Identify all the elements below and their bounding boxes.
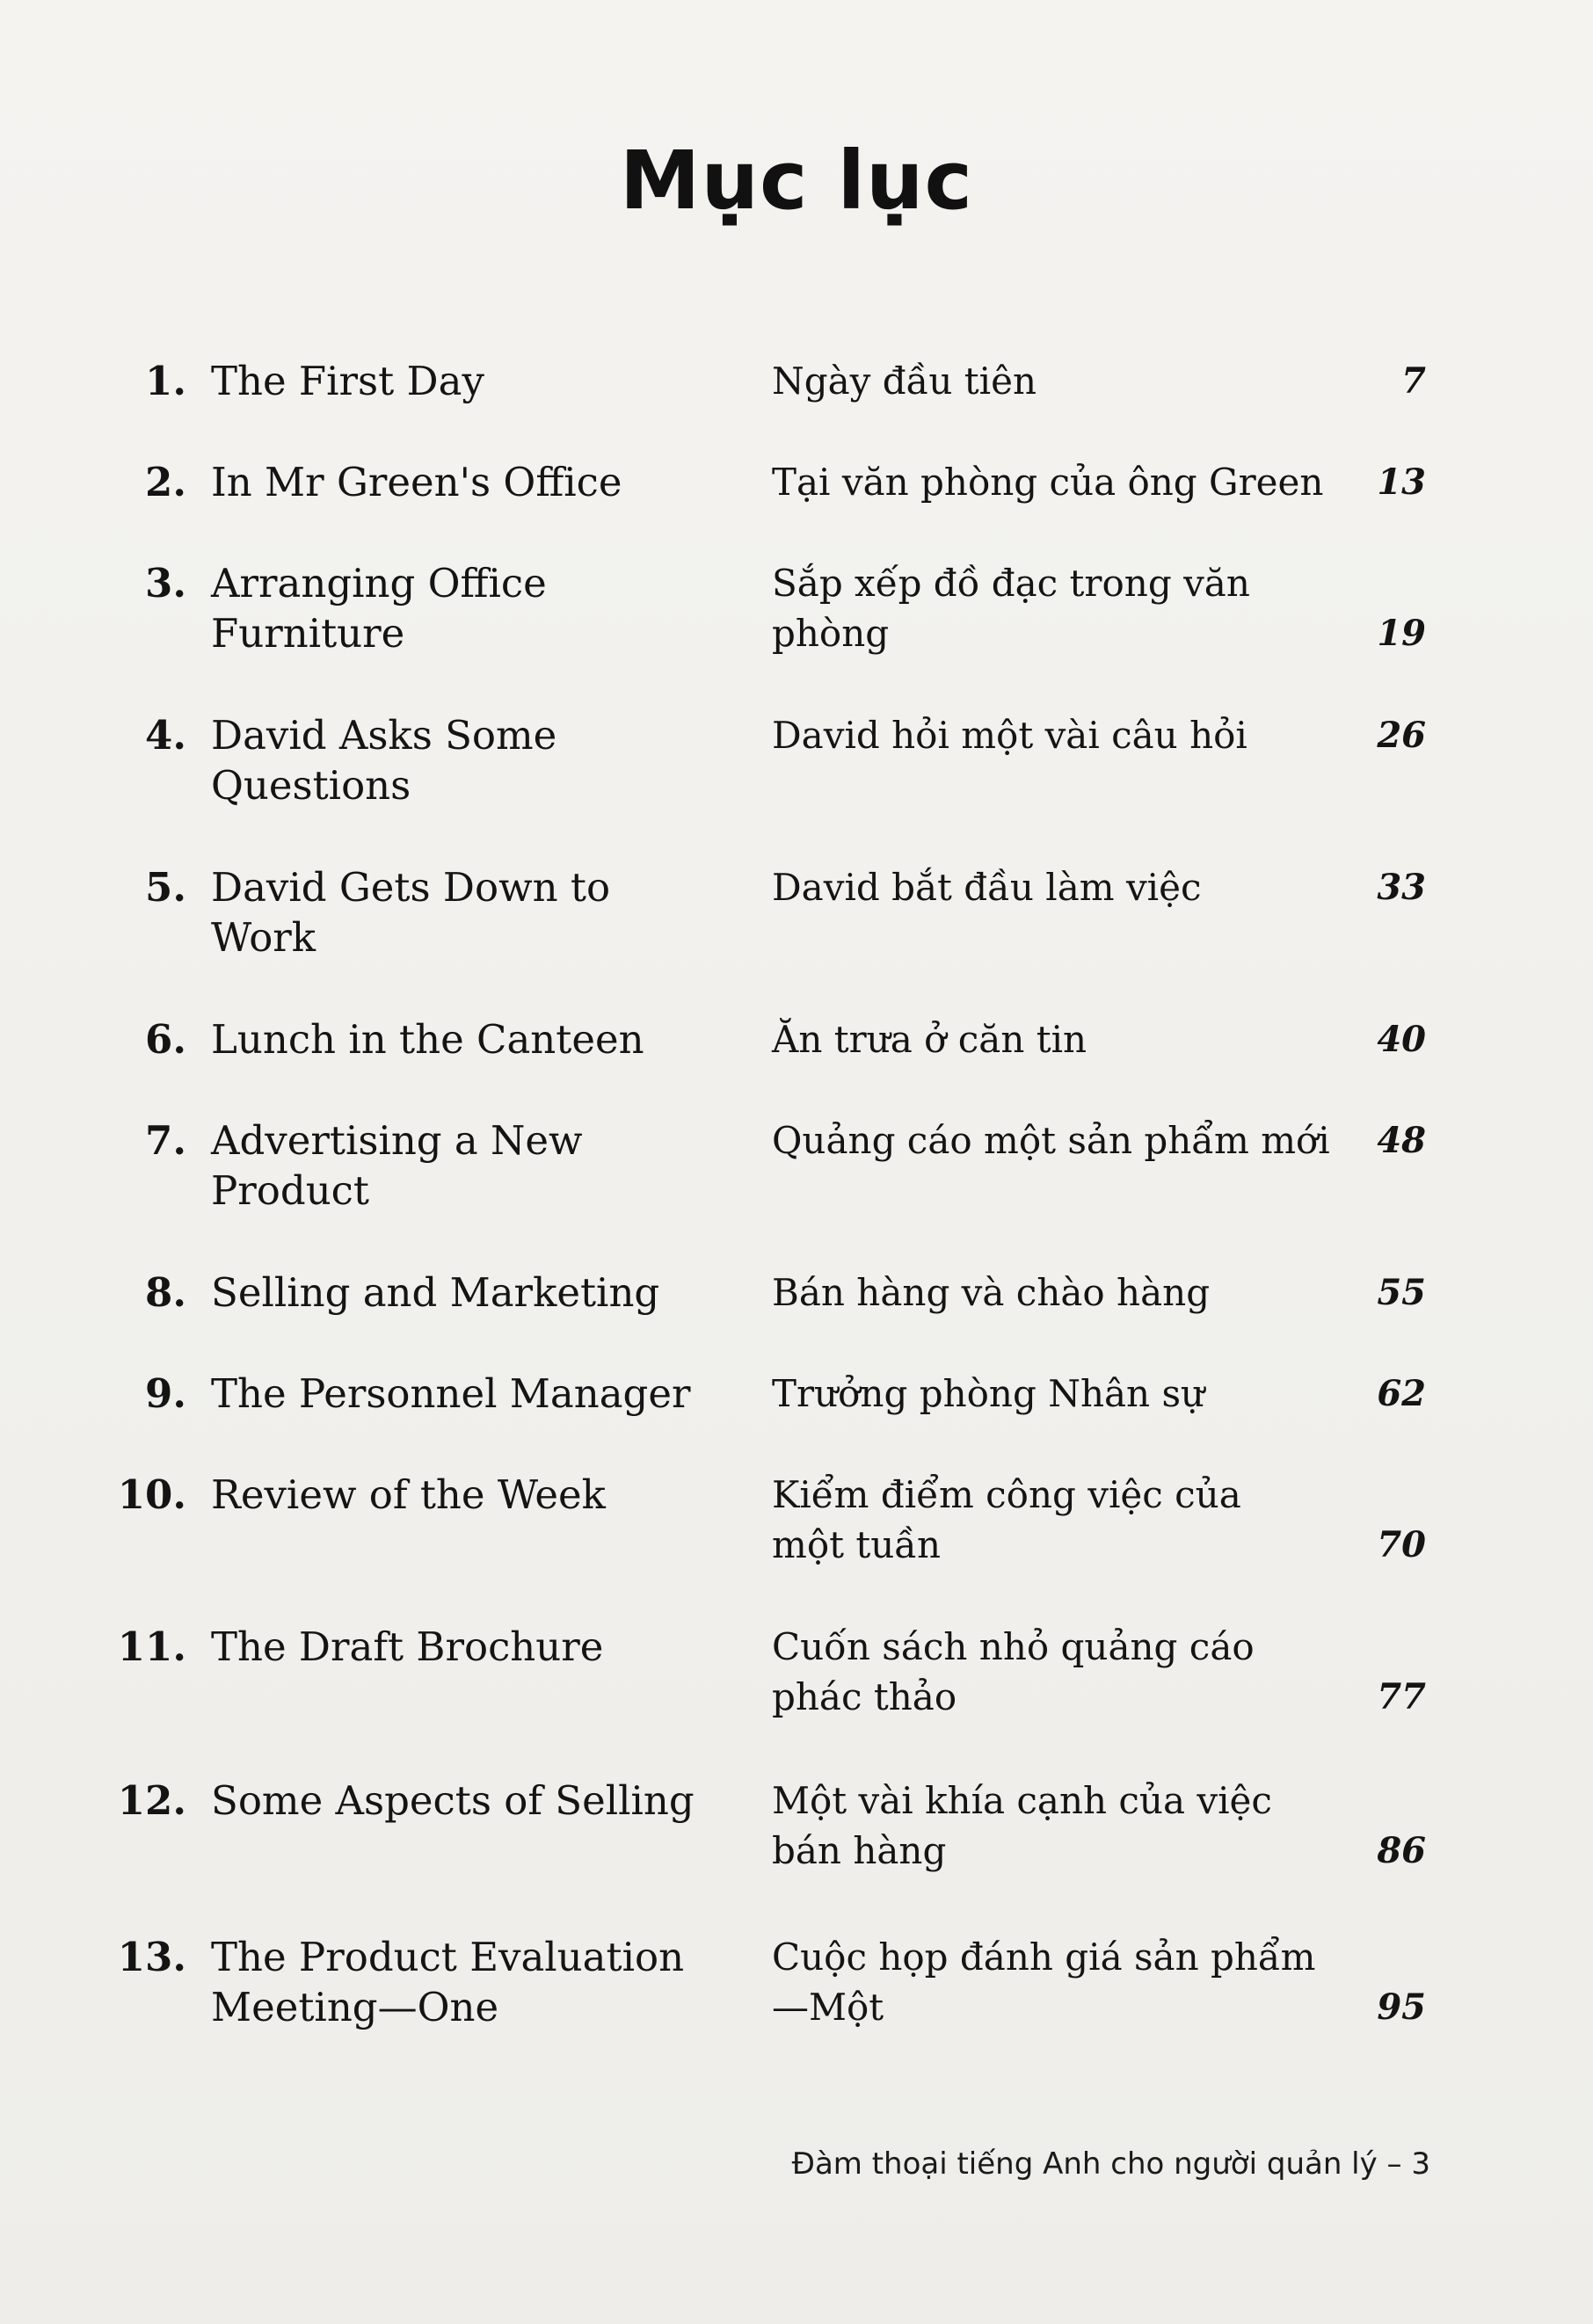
entry-number: 13. [117, 1934, 186, 1980]
entry-title-vn: David hỏi một vài câu hỏi [772, 714, 1247, 757]
entry-title-vn: Ăn trưa ở căn tin [772, 1018, 1087, 1061]
entry-title-vn: Tại văn phòng của ông Green [772, 461, 1324, 504]
entry-page-number: 13 [1377, 461, 1426, 503]
entry-number: 6. [145, 1016, 186, 1063]
entry-title-vn: Một vài khía cạnh của việc bán hàng [772, 1779, 1272, 1872]
entry-title-en: The Product Evaluation Meeting—One [211, 1934, 685, 2030]
entry-title-en: The Personnel Manager [211, 1370, 691, 1417]
entry-title-en: David Asks Some Questions [211, 712, 557, 809]
entry-title-vn: Cuốn sách nhỏ quảng cáo phác thảo [772, 1625, 1255, 1718]
entry-title-vn: Kiểm điểm công việc của một tuần [772, 1473, 1241, 1566]
entry-title-vn: Trưởng phòng Nhân sự [772, 1372, 1205, 1415]
entry-page-number: 7 [1401, 360, 1426, 402]
entry-title-vn: Quảng cáo một sản phẩm mới [772, 1119, 1330, 1162]
entry-page-number: 77 [1377, 1676, 1426, 1718]
entry-title-vn: Ngày đầu tiên [772, 359, 1037, 403]
entry-title-vn: David bắt đầu làm việc [772, 866, 1202, 909]
entry-title-en: Selling and Marketing [211, 1269, 660, 1316]
entry-number: 5. [145, 864, 186, 911]
entry-title-en: In Mr Green's Office [211, 459, 622, 505]
entry-title-en: Some Aspects of Selling [211, 1777, 695, 1824]
entry-page-number: 48 [1377, 1120, 1426, 1161]
entry-page-number: 86 [1377, 1830, 1426, 1871]
entry-number: 2. [145, 459, 186, 505]
entry-page-number: 26 [1377, 715, 1426, 756]
entry-page-number: 33 [1377, 867, 1426, 908]
entry-title-en: Advertising a New Product [211, 1117, 583, 1214]
entry-page-number: 19 [1377, 613, 1426, 654]
entry-title-vn: Bán hàng và chào hàng [772, 1271, 1211, 1314]
entry-number: 9. [145, 1370, 186, 1417]
entry-title-en: The Draft Brochure [211, 1623, 604, 1670]
entry-title-en: Arranging Office Furniture [211, 560, 547, 657]
entry-title-en: Lunch in the Canteen [211, 1016, 644, 1063]
entry-page-number: 95 [1377, 1986, 1426, 2028]
entry-number: 7. [145, 1117, 186, 1164]
entry-number: 3. [145, 560, 186, 606]
entry-number: 4. [145, 712, 186, 759]
entry-number: 10. [117, 1471, 186, 1518]
entry-number: 12. [117, 1777, 186, 1824]
page-title: Mục lục [619, 134, 974, 228]
entry-title-en: The First Day [211, 358, 484, 404]
entry-title-vn: Sắp xếp đồ đạc trong văn phòng [772, 562, 1250, 655]
entry-page-number: 70 [1377, 1524, 1426, 1565]
entry-number: 11. [117, 1623, 186, 1670]
entry-number: 1. [145, 358, 186, 404]
entry-page-number: 55 [1377, 1272, 1426, 1313]
entry-title-vn: Cuộc họp đánh giá sản phẩm —Một [772, 1935, 1316, 2029]
entry-page-number: 62 [1377, 1373, 1426, 1414]
entry-page-number: 40 [1377, 1019, 1426, 1060]
entry-title-en: David Gets Down to Work [211, 864, 611, 961]
running-footer: Đàm thoại tiếng Anh cho người quản lý – 3 [791, 2146, 1430, 2182]
entry-number: 8. [145, 1269, 186, 1316]
entry-title-en: Review of the Week [211, 1471, 606, 1518]
